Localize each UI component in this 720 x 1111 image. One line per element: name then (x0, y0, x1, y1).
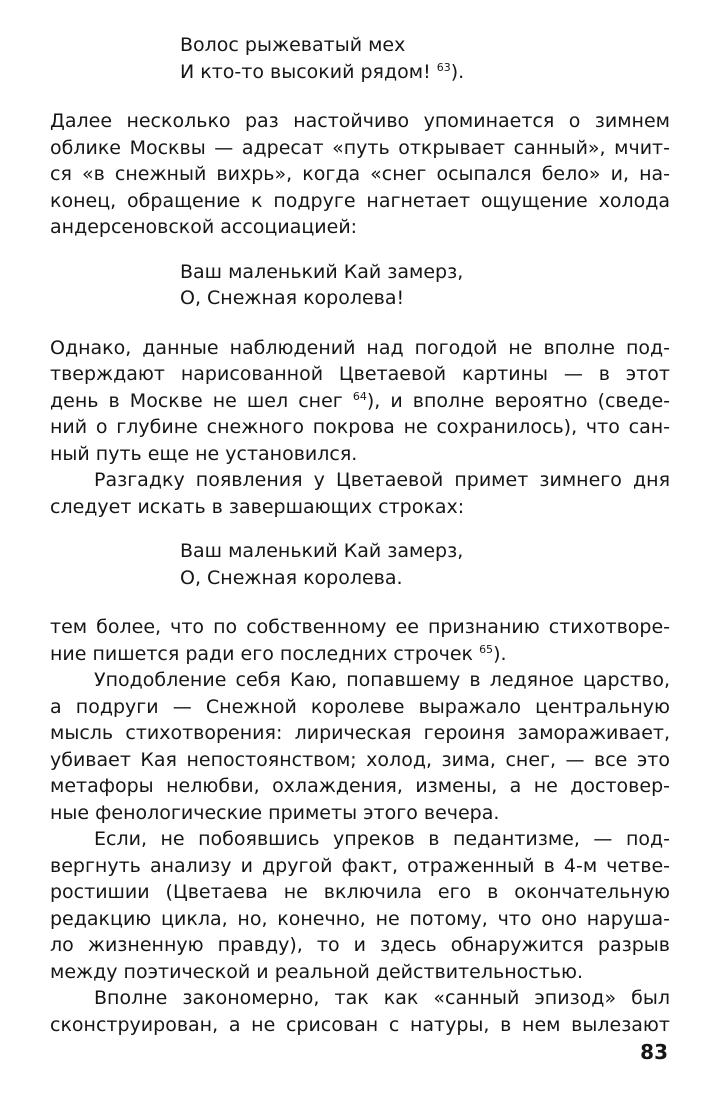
text-line: ние пишется ради его последних строчек $^{65}$). (50, 642, 507, 665)
text-line: убивает Кая непостоянством; холод, зима, снег, — все это (50, 748, 670, 771)
text-line: между поэтической и реальной действительностью. (50, 960, 583, 983)
page-body (50, 32, 670, 1038)
paragraph (50, 335, 670, 468)
text-line: ний о глубине снежного покрова не сохранилось), что сан- (50, 416, 670, 438)
verse-line: Ваш маленький Кай замерз, (180, 260, 464, 283)
verse-fragment-1 (50, 32, 670, 85)
footnote-ref-63: 63 (436, 60, 451, 74)
text-line: ростишии (Цветаева не включила его в окончательную (50, 881, 670, 903)
footnote-ref-65: 65 (479, 642, 494, 656)
text-line: следует искать в завершающих строках: (50, 495, 465, 518)
text-line: редакцию цикла, но, конечно, не потому, что оно наруша- (50, 907, 670, 930)
verse-fragment-3 (50, 538, 670, 591)
verse-fragment-2 (50, 259, 670, 312)
paragraph (50, 614, 670, 667)
text-line: Далее несколько раз настойчиво упоминается о зимнем (50, 110, 670, 132)
text-line: облике Москвы — адресат «путь открывает санный», мчит- (50, 136, 670, 159)
verse-line: Волос рыжеватый мех (180, 34, 406, 56)
paragraph (50, 467, 670, 520)
text-line: сконструирован, а не срисован с натуры, в нем вылезают (50, 1013, 670, 1036)
text-line: Если, не побоявшись упреков в педантизме, — под- (94, 828, 670, 850)
paragraph (50, 108, 670, 241)
verse-line: Ваш маленький Кай замерз, (180, 540, 464, 562)
page-number: 83 (640, 1040, 668, 1064)
text-line: вергнуть анализу и другой факт, отраженный в 4-м четве- (50, 854, 670, 877)
paragraph (50, 985, 670, 1038)
text-line: ся «в снежный вихрь», когда «снег осыпался бело» и, на- (50, 163, 670, 185)
text-line: Разгадку появления у Цветаевой примет зимнего дня (94, 469, 670, 491)
paragraph (50, 667, 670, 826)
text-line: тем более, что по собственному ее признанию стихотворе- (50, 616, 670, 638)
text-line: ные фенологические приметы этого вечера. (50, 801, 500, 824)
footnote-ref-64: 64 (352, 389, 367, 403)
text-line: а подруги — Снежной королеве выражало центральную (50, 695, 670, 718)
text-line: тверждают нарисованной Цветаевой картины — в этот (50, 363, 670, 385)
text-line: ло жизненную правду), то и здесь обнаружится разрыв (50, 934, 670, 956)
text-line: андерсеновской ассоциацией: (50, 216, 358, 238)
verse-line: О, Снежная королева! (180, 287, 405, 309)
text-line: ный путь еще не установился. (50, 442, 358, 465)
paragraph (50, 826, 670, 985)
text-line: мысль стихотворения: лирическая героиня замораживает, (50, 722, 670, 744)
text-line: конец, обращение к подруге нагнетает ощущение холода (50, 189, 670, 212)
text-line: Уподобление себя Каю, попавшему в ледяное царство, (94, 669, 670, 691)
text-line: Однако, данные наблюдений над погодой не вполне под- (50, 336, 670, 359)
verse-line: О, Снежная королева. (180, 566, 403, 589)
text-line: метафоры нелюбви, охлаждения, измены, а не достовер- (50, 775, 670, 797)
text-line: Вполне закономерно, так как «санный эпизод» был (94, 987, 670, 1009)
verse-line: И кто-то высокий рядом! $^{63}$). (180, 60, 465, 83)
text-line: день в Москве не шел снег $^{64}$), и вполне вероятно (сведе- (50, 389, 671, 412)
